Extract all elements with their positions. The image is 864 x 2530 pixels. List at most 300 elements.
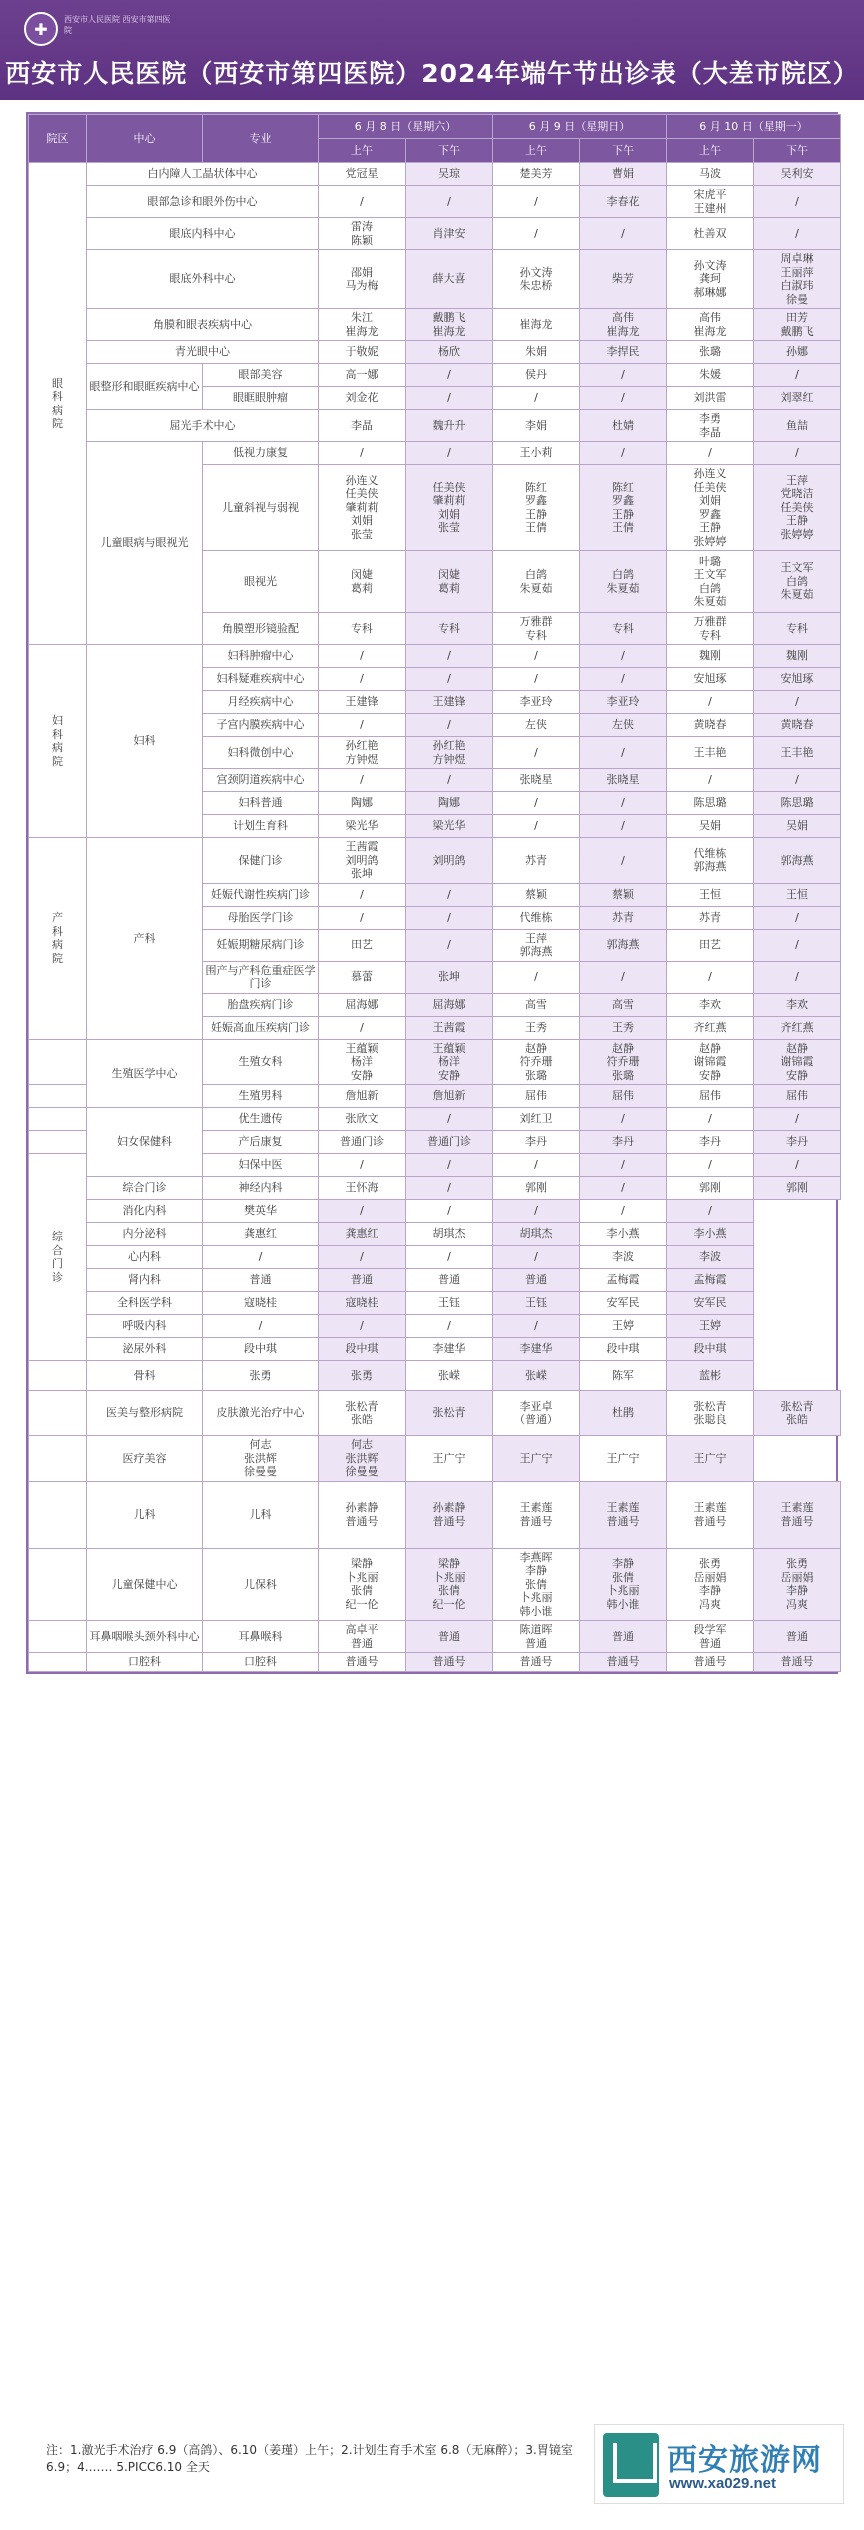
- specialty-cell: 生殖男科: [203, 1085, 319, 1108]
- doctor-cell: 李勇 李晶: [667, 410, 754, 442]
- doctor-cell: 叶璐 王文军 白鸽 朱夏茹: [667, 551, 754, 613]
- watermark-url: www.xa029.net: [669, 2475, 776, 2492]
- doctor-cell: 魏刚: [667, 645, 754, 668]
- doctor-cell: 李晶: [319, 410, 406, 442]
- doctor-cell: 张勇 岳丽娟 李静 冯爽: [754, 1548, 841, 1621]
- doctor-cell: 段中琪: [667, 1338, 754, 1361]
- doctor-cell: 李丹: [493, 1131, 580, 1154]
- doctor-cell: 田艺: [319, 929, 406, 961]
- doctor-cell: /: [754, 1108, 841, 1131]
- doctor-cell: 孙连义 任美侠 刘娟 罗鑫 王静 张婷婷: [667, 465, 754, 551]
- table-row: [29, 1391, 841, 1436]
- table-row: [29, 1481, 841, 1548]
- doctor-cell: 赵静 谢锦霞 安静: [667, 1039, 754, 1085]
- doctor-cell: 李丹: [754, 1131, 841, 1154]
- specialty-cell: 口腔科: [203, 1653, 319, 1672]
- hospital-cell: [29, 1391, 87, 1436]
- doctor-cell: 王茜霞 刘明鸽 张坤: [319, 838, 406, 884]
- center-cell: 耳鼻咽喉头颈外科中心: [87, 1621, 203, 1653]
- table-row: [29, 1653, 841, 1672]
- hospital-cell: [29, 1131, 87, 1154]
- col-pm: 下午: [754, 139, 841, 163]
- doctor-cell: /: [406, 883, 493, 906]
- center-cell: 儿童保健中心: [87, 1548, 203, 1621]
- hospital-cell: [29, 1108, 87, 1131]
- doctor-cell: /: [580, 668, 667, 691]
- doctor-cell: 屈伟: [667, 1085, 754, 1108]
- table-row: [29, 1621, 841, 1653]
- table-row: [29, 1315, 841, 1338]
- schedule-body: [29, 163, 841, 1672]
- hospital-cell: [29, 1361, 87, 1391]
- doctor-cell: 王钰: [493, 1292, 580, 1315]
- doctor-cell: /: [754, 906, 841, 929]
- specialty-cell: 眼视光: [203, 551, 319, 613]
- specialty-cell: 子宫内膜疾病中心: [203, 714, 319, 737]
- doctor-cell: 陶娜: [319, 792, 406, 815]
- doctor-cell: 李欢: [754, 993, 841, 1016]
- doctor-cell: 张璐: [667, 341, 754, 364]
- doctor-cell: /: [319, 1016, 406, 1039]
- specialty-cell: 呼吸内科: [87, 1315, 203, 1338]
- center-cell: 生殖医学中心: [87, 1039, 203, 1108]
- doctor-cell: 张勇 岳丽娟 李静 冯爽: [667, 1548, 754, 1621]
- specialty-cell: 眼眶眼肿瘤: [203, 387, 319, 410]
- doctor-cell: /: [580, 1108, 667, 1131]
- table-row: [29, 645, 841, 668]
- doctor-cell: /: [406, 442, 493, 465]
- doctor-cell: 王婷: [667, 1315, 754, 1338]
- doctor-cell: /: [406, 1108, 493, 1131]
- table-row: [29, 1108, 841, 1131]
- doctor-cell: 高雪: [493, 993, 580, 1016]
- doctor-cell: 陈红 罗鑫 王静 王倩: [580, 465, 667, 551]
- doctor-cell: 何志 张洪辉 徐曼曼: [319, 1436, 406, 1482]
- doctor-cell: 普通号: [493, 1653, 580, 1672]
- doctor-cell: 李小燕: [580, 1223, 667, 1246]
- doctor-cell: /: [754, 1154, 841, 1177]
- doctor-cell: 魏升升: [406, 410, 493, 442]
- table-row: [29, 1548, 841, 1621]
- specialty-cell: 泌尿外科: [87, 1338, 203, 1361]
- specialty-cell: 皮肤激光治疗中心: [203, 1391, 319, 1436]
- doctor-cell: 陶娜: [406, 792, 493, 815]
- doctor-cell: 苏青: [493, 838, 580, 884]
- hospital-cell: 妇 科 病 院: [29, 645, 87, 838]
- specialty-cell: 妇科疑难疾病中心: [203, 668, 319, 691]
- center-cell: 医美与整形病院: [87, 1391, 203, 1436]
- specialty-cell: 全科医学科: [87, 1292, 203, 1315]
- doctor-cell: 刘红卫: [493, 1108, 580, 1131]
- doctor-cell: /: [406, 186, 493, 218]
- specialty-cell: 低视力康复: [203, 442, 319, 465]
- doctor-cell: /: [319, 1154, 406, 1177]
- doctor-cell: /: [406, 714, 493, 737]
- doctor-cell: 李亚卓 （普通）: [493, 1391, 580, 1436]
- doctor-cell: 慕蕾: [319, 961, 406, 993]
- doctor-cell: 刘洪雷: [667, 387, 754, 410]
- doctor-cell: /: [319, 883, 406, 906]
- watermark: [594, 2424, 844, 2504]
- doctor-cell: 李丹: [667, 1131, 754, 1154]
- doctor-cell: 高伟 崔海龙: [667, 309, 754, 341]
- doctor-cell: 普通门诊: [406, 1131, 493, 1154]
- doctor-cell: 曹娟: [580, 163, 667, 186]
- doctor-cell: /: [319, 1246, 406, 1269]
- col-center: 中心: [87, 115, 203, 163]
- doctor-cell: 李波: [580, 1246, 667, 1269]
- doctor-cell: 崔海龙: [493, 309, 580, 341]
- doctor-cell: 李丹: [580, 1131, 667, 1154]
- doctor-cell: /: [667, 1154, 754, 1177]
- doctor-cell: /: [493, 961, 580, 993]
- doctor-cell: /: [406, 1315, 493, 1338]
- doctor-cell: 李静 张倩 卜兆丽 韩小谁: [580, 1548, 667, 1621]
- doctor-cell: 雷涛 陈颖: [319, 218, 406, 250]
- doctor-cell: /: [493, 387, 580, 410]
- hospital-cell: [29, 1436, 87, 1482]
- doctor-cell: 孙红艳 方钟煜: [319, 737, 406, 769]
- hospital-cell: [29, 1085, 87, 1108]
- doctor-cell: 杜婧: [580, 410, 667, 442]
- specialty-cell: 消化内科: [87, 1200, 203, 1223]
- doctor-cell: 周卓琳 王丽萍 白淑玮 徐曼: [754, 250, 841, 309]
- doctor-cell: /: [406, 387, 493, 410]
- doctor-cell: 寇晓桂: [319, 1292, 406, 1315]
- doctor-cell: /: [580, 364, 667, 387]
- doctor-cell: 楚美芳: [493, 163, 580, 186]
- page-title: 西安市人民医院（西安市第四医院）2024年端午节出诊表（大差市院区）: [5, 59, 859, 88]
- table-row: [29, 364, 841, 387]
- table-row: [29, 442, 841, 465]
- doctor-cell: 孟梅霞: [580, 1269, 667, 1292]
- specialty-cell: 内分泌科: [87, 1223, 203, 1246]
- doctor-cell: 黄晓春: [754, 714, 841, 737]
- doctor-cell: /: [406, 1154, 493, 1177]
- doctor-cell: /: [580, 961, 667, 993]
- doctor-cell: /: [493, 792, 580, 815]
- doctor-cell: /: [493, 645, 580, 668]
- doctor-cell: /: [493, 1200, 580, 1223]
- doctor-cell: 屈伟: [493, 1085, 580, 1108]
- doctor-cell: /: [319, 714, 406, 737]
- doctor-cell: 王文军 白鸽 朱夏茹: [754, 551, 841, 613]
- table-row: [29, 838, 841, 884]
- doctor-cell: 朱娟: [493, 341, 580, 364]
- doctor-cell: 王广宁: [493, 1436, 580, 1482]
- doctor-cell: 代维栋: [493, 906, 580, 929]
- doctor-cell: 王广宁: [580, 1436, 667, 1482]
- specialty-cell: 妊娠高血压疾病门诊: [203, 1016, 319, 1039]
- doctor-cell: 田艺: [667, 929, 754, 961]
- doctor-cell: 普通号: [667, 1653, 754, 1672]
- doctor-cell: 肖津安: [406, 218, 493, 250]
- col-am: 上午: [493, 139, 580, 163]
- doctor-cell: 高卓平 普通: [319, 1621, 406, 1653]
- doctor-cell: 孙连义 任美侠 肇莉莉 刘娟 张莹: [319, 465, 406, 551]
- doctor-cell: /: [406, 1246, 493, 1269]
- table-row: [29, 186, 841, 218]
- doctor-cell: 高一娜: [319, 364, 406, 387]
- doctor-cell: 张晓星: [493, 769, 580, 792]
- hospital-name-small: 西安市人民医院 西安市第四医院: [64, 15, 171, 35]
- doctor-cell: 王秀: [580, 1016, 667, 1039]
- doctor-cell: 戴鹏飞 崔海龙: [406, 309, 493, 341]
- doctor-cell: 柴芳: [580, 250, 667, 309]
- doctor-cell: /: [580, 218, 667, 250]
- doctor-cell: 陈道晖 普通: [493, 1621, 580, 1653]
- doctor-cell: 蔡颖: [580, 883, 667, 906]
- table-row: [29, 1039, 841, 1085]
- doctor-cell: /: [406, 364, 493, 387]
- specialty-cell: 产后康复: [203, 1131, 319, 1154]
- doctor-cell: /: [580, 645, 667, 668]
- doctor-cell: /: [754, 929, 841, 961]
- doctor-cell: 孙文涛 龚珂 郝琳娜: [667, 250, 754, 309]
- col-specialty: 专业: [203, 115, 319, 163]
- doctor-cell: /: [319, 186, 406, 218]
- hospital-cell: [29, 1653, 87, 1672]
- doctor-cell: 杜善双: [667, 218, 754, 250]
- doctor-cell: /: [580, 442, 667, 465]
- doctor-cell: 王素莲 普通号: [667, 1481, 754, 1548]
- doctor-cell: /: [580, 838, 667, 884]
- doctor-cell: 齐红燕: [667, 1016, 754, 1039]
- hospital-cell: [29, 1481, 87, 1548]
- center-cell: 综合门诊: [87, 1177, 203, 1200]
- doctor-cell: /: [580, 815, 667, 838]
- center-cell: 白内障人工晶状体中心: [87, 163, 319, 186]
- doctor-cell: 屈伟: [580, 1085, 667, 1108]
- specialty-cell: 母胎医学门诊: [203, 906, 319, 929]
- doctor-cell: 王萍 党晓洁 任美侠 王静 张婷婷: [754, 465, 841, 551]
- doctor-cell: 蔡颖: [493, 883, 580, 906]
- doctor-cell: 王恒: [754, 883, 841, 906]
- doctor-cell: 郭刚: [493, 1177, 580, 1200]
- specialty-cell: 妇科肿瘤中心: [203, 645, 319, 668]
- table-row: [29, 250, 841, 309]
- doctor-cell: /: [580, 792, 667, 815]
- doctor-cell: /: [406, 668, 493, 691]
- table-row: [29, 218, 841, 250]
- col-am: 上午: [319, 139, 406, 163]
- hospital-cell: 综 合 门 诊: [29, 1154, 87, 1361]
- table-row: [29, 309, 841, 341]
- doctor-cell: 梁光华: [406, 815, 493, 838]
- doctor-cell: /: [493, 1246, 580, 1269]
- schedule-table-wrap: [26, 112, 838, 1674]
- doctor-cell: 代维栋 郭海燕: [667, 838, 754, 884]
- doctor-cell: /: [406, 906, 493, 929]
- doctor-cell: 普通号: [580, 1653, 667, 1672]
- doctor-cell: 任美侠 肇莉莉 刘娟 张莹: [406, 465, 493, 551]
- footnote: 注：1.激光手术治疗 6.9（高鸽）、6.10（姜瑾）上午；2.计划生育手术室 6.8（无麻醉）；3.胃镜室 6.9；4.…… 5.PICC6.10 全天: [46, 2443, 573, 2474]
- doctor-cell: /: [580, 1154, 667, 1177]
- center-cell: 角膜和眼表疾病中心: [87, 309, 319, 341]
- doctor-cell: 普通: [406, 1269, 493, 1292]
- doctor-cell: 梁静 卜兆丽 张倩 纪一伦: [406, 1548, 493, 1621]
- specialty-cell: 胎盘疾病门诊: [203, 993, 319, 1016]
- doctor-cell: /: [580, 737, 667, 769]
- doctor-cell: 田芳 戴鹏飞: [754, 309, 841, 341]
- doctor-cell: 白鸽 朱夏茹: [580, 551, 667, 613]
- doctor-cell: 齐红燕: [754, 1016, 841, 1039]
- center-cell: 妇女保健科: [87, 1108, 203, 1177]
- doctor-cell: 赵静 符乔珊 张璐: [493, 1039, 580, 1085]
- doctor-cell: 专科: [580, 613, 667, 645]
- doctor-cell: /: [493, 1315, 580, 1338]
- doctor-cell: 宋虎平 王建州: [667, 186, 754, 218]
- doctor-cell: 普通门诊: [319, 1131, 406, 1154]
- col-day1: 6 月 8 日（星期六）: [319, 115, 493, 139]
- doctor-cell: 屈海娜: [319, 993, 406, 1016]
- doctor-cell: 白鸽 朱夏茹: [493, 551, 580, 613]
- doctor-cell: 刘金花: [319, 387, 406, 410]
- doctor-cell: 普通号: [754, 1653, 841, 1672]
- center-cell: 眼底内科中心: [87, 218, 319, 250]
- doctor-cell: 王茜霞: [406, 1016, 493, 1039]
- col-day3: 6 月 10 日（星期一）: [667, 115, 841, 139]
- specialty-cell: 耳鼻喉科: [203, 1621, 319, 1653]
- doctor-cell: 李娟: [493, 410, 580, 442]
- doctor-cell: 普通: [406, 1621, 493, 1653]
- doctor-cell: 侯丹: [493, 364, 580, 387]
- doctor-cell: 樊英华: [203, 1200, 319, 1223]
- doctor-cell: 张欣文: [319, 1108, 406, 1131]
- doctor-cell: 赵静 谢锦霞 安静: [754, 1039, 841, 1085]
- doctor-cell: 邵娟 马为梅: [319, 250, 406, 309]
- specialty-cell: 儿保科: [203, 1548, 319, 1621]
- doctor-cell: 梁静 卜兆丽 张倩 纪一伦: [319, 1548, 406, 1621]
- center-cell: 妇科: [87, 645, 203, 838]
- doctor-cell: /: [319, 442, 406, 465]
- doctor-cell: 专科: [754, 613, 841, 645]
- doctor-cell: /: [754, 961, 841, 993]
- center-cell: 眼整形和眼眶疾病中心: [87, 364, 203, 410]
- doctor-cell: 安旭琢: [667, 668, 754, 691]
- doctor-cell: /: [754, 364, 841, 387]
- doctor-cell: /: [754, 218, 841, 250]
- doctor-cell: /: [580, 1200, 667, 1223]
- doctor-cell: 屈伟: [754, 1085, 841, 1108]
- doctor-cell: /: [319, 1200, 406, 1223]
- doctor-cell: 闵婕 葛莉: [319, 551, 406, 613]
- doctor-cell: 陈思璐: [667, 792, 754, 815]
- doctor-cell: 安旭琢: [754, 668, 841, 691]
- table-row: [29, 410, 841, 442]
- doctor-cell: 段中琪: [580, 1338, 667, 1361]
- doctor-cell: 安军民: [580, 1292, 667, 1315]
- table-row: [29, 1436, 841, 1482]
- doctor-cell: /: [406, 769, 493, 792]
- doctor-cell: 王蕴颖 杨洋 安静: [319, 1039, 406, 1085]
- table-row: [29, 163, 841, 186]
- doctor-cell: /: [580, 387, 667, 410]
- doctor-cell: 陈思璐: [754, 792, 841, 815]
- doctor-cell: 王丰艳: [667, 737, 754, 769]
- doctor-cell: 杜鹃: [580, 1391, 667, 1436]
- doctor-cell: 普通号: [319, 1653, 406, 1672]
- table-row: [29, 1246, 841, 1269]
- specialty-cell: 妇科微创中心: [203, 737, 319, 769]
- doctor-cell: 党冠星: [319, 163, 406, 186]
- table-row: [29, 1338, 841, 1361]
- doctor-cell: 普通: [580, 1621, 667, 1653]
- doctor-cell: /: [493, 815, 580, 838]
- doctor-cell: /: [754, 442, 841, 465]
- doctor-cell: 专科: [319, 613, 406, 645]
- doctor-cell: 专科: [406, 613, 493, 645]
- table-row: [29, 1269, 841, 1292]
- doctor-cell: 段学军 普通: [667, 1621, 754, 1653]
- specialty-cell: 医疗美容: [87, 1436, 203, 1482]
- doctor-cell: 何志 张洪辉 徐曼曼: [203, 1436, 319, 1482]
- col-pm: 下午: [580, 139, 667, 163]
- doctor-cell: 安军民: [667, 1292, 754, 1315]
- specialty-cell: 角膜塑形镜验配: [203, 613, 319, 645]
- doctor-cell: 王建锋: [319, 691, 406, 714]
- doctor-cell: 梁光华: [319, 815, 406, 838]
- doctor-cell: 刘明鸽: [406, 838, 493, 884]
- doctor-cell: 段中琪: [319, 1338, 406, 1361]
- doctor-cell: 闵婕 葛莉: [406, 551, 493, 613]
- doctor-cell: 高雪: [580, 993, 667, 1016]
- doctor-cell: /: [406, 929, 493, 961]
- doctor-cell: /: [667, 1200, 754, 1223]
- doctor-cell: 张松青: [406, 1391, 493, 1436]
- doctor-cell: 李亚玲: [493, 691, 580, 714]
- center-cell: 眼底外科中心: [87, 250, 319, 309]
- doctor-cell: 王素莲 普通号: [580, 1481, 667, 1548]
- doctor-cell: 普通: [493, 1269, 580, 1292]
- doctor-cell: 于敬妮: [319, 341, 406, 364]
- specialty-cell: 优生遗传: [203, 1108, 319, 1131]
- doctor-cell: /: [754, 691, 841, 714]
- table-row: [29, 1361, 841, 1391]
- doctor-cell: 张勇: [203, 1361, 319, 1391]
- doctor-cell: 李燕晖 李静 张倩 卜兆丽 韩小谁: [493, 1548, 580, 1621]
- doctor-cell: 王怀海: [319, 1177, 406, 1200]
- center-cell: 屈光手术中心: [87, 410, 319, 442]
- specialty-cell: 月经疾病中心: [203, 691, 319, 714]
- doctor-cell: 孙素静 普通号: [406, 1481, 493, 1548]
- doctor-cell: 段中琪: [203, 1338, 319, 1361]
- doctor-cell: 李小燕: [667, 1223, 754, 1246]
- doctor-cell: 陈红 罗鑫 王静 王倩: [493, 465, 580, 551]
- doctor-cell: 普通: [319, 1269, 406, 1292]
- doctor-cell: 屈海娜: [406, 993, 493, 1016]
- doctor-cell: 刘翠红: [754, 387, 841, 410]
- table-row: [29, 1177, 841, 1200]
- specialty-cell: 宫颈阴道疾病中心: [203, 769, 319, 792]
- doctor-cell: /: [203, 1246, 319, 1269]
- hospital-cell: 产 科 病 院: [29, 838, 87, 1040]
- doctor-cell: /: [406, 1200, 493, 1223]
- doctor-cell: 李春花: [580, 186, 667, 218]
- doctor-cell: 吴利安: [754, 163, 841, 186]
- col-pm: 下午: [406, 139, 493, 163]
- doctor-cell: 孟梅霞: [667, 1269, 754, 1292]
- doctor-cell: /: [493, 668, 580, 691]
- doctor-cell: /: [406, 645, 493, 668]
- center-cell: 儿科: [87, 1481, 203, 1548]
- table-row: [29, 1292, 841, 1315]
- doctor-cell: 万雅群 专科: [493, 613, 580, 645]
- doctor-cell: 郭海燕: [580, 929, 667, 961]
- doctor-cell: 鱼喆: [754, 410, 841, 442]
- doctor-cell: 王建锋: [406, 691, 493, 714]
- doctor-cell: 王秀: [493, 1016, 580, 1039]
